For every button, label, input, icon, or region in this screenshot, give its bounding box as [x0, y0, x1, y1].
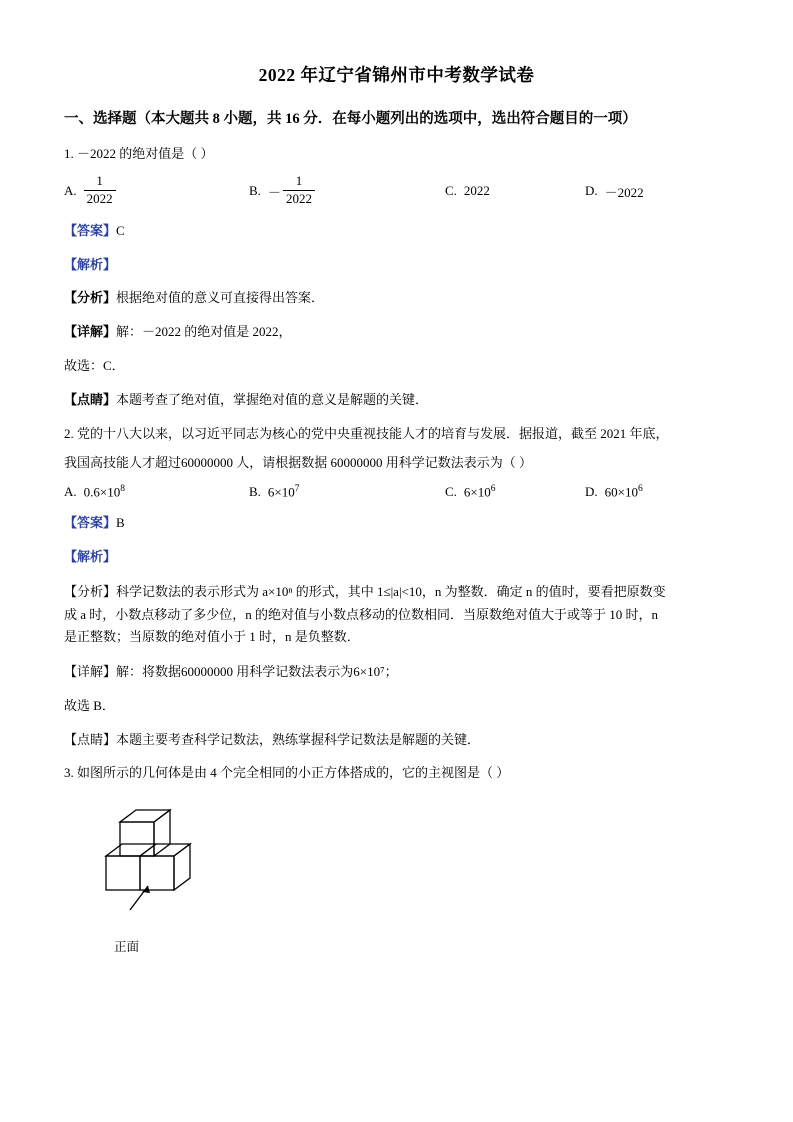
option-a-numerator: 1: [96, 172, 103, 188]
option-d-label: D.: [585, 483, 598, 499]
mantissa: 6: [267, 484, 275, 500]
question-1-analysis-tag: [64, 255, 729, 276]
option-c-text: 2022: [463, 183, 490, 199]
analysis-label: 【分析】: [64, 290, 117, 306]
option-d-label: D.: [585, 183, 598, 199]
question-1-analysis-line: [64, 288, 729, 309]
option-b-label: B.: [249, 183, 261, 199]
analysis-line-2: 成 a 时，小数点移动了多少位，n 的绝对值与小数点移动的位数相同．当原数绝对值大于或等于 10 时，n: [64, 606, 659, 622]
exponent: 6: [637, 483, 643, 494]
detail-text: 解：－2022 的绝对值是 2022，: [116, 324, 292, 340]
question-2-summary-line: 【点睛】本题主要考查科学记数法，熟练掌握科学记数法是解题的关键．: [64, 731, 481, 747]
question-2-select-line: 故选 B．: [64, 697, 115, 713]
option-a-denominator: 2022: [86, 190, 113, 206]
answer-tag: 【答案】: [64, 515, 117, 531]
exponent: 6: [490, 483, 496, 494]
question-1-detail-line: [64, 322, 729, 343]
option-b-numerator: 1: [295, 172, 303, 188]
page-title: 2022 年辽宁省锦州市中考数学试卷: [258, 65, 535, 85]
option-c-label: C.: [445, 183, 457, 199]
option-b[interactable]: [249, 172, 445, 208]
option-c[interactable]: [445, 175, 585, 208]
question-1-answer: [64, 221, 729, 242]
option-c-value: [464, 484, 496, 500]
question-1-select-line: [64, 356, 729, 377]
mantissa: 6: [463, 484, 471, 500]
times-ten: ×10: [617, 484, 638, 500]
question-2-options: [64, 484, 729, 500]
option-b-sign: －: [267, 184, 281, 200]
question-2-analysis-tag: [64, 547, 729, 568]
answer-value: B: [116, 515, 125, 531]
option-b-label: B.: [249, 483, 261, 499]
option-d-value: [605, 484, 643, 500]
option-a-fraction: [84, 174, 116, 207]
question-2-analysis-body: [64, 581, 729, 649]
option-a-value: [84, 484, 125, 500]
option-b-denominator: 2022: [285, 190, 312, 206]
exponent: 8: [120, 483, 125, 494]
question-2-text-2: 我国高技能人才超过60000000 人，请根据数据 60000000 用科学记数法表示为（ ）: [64, 454, 533, 470]
mantissa: 60: [604, 484, 618, 500]
analysis-text: 根据绝对值的意义可直接得出答案．: [116, 290, 325, 306]
question-3-text: 如图所示的几何体是由 4 个完全相同的小正方体搭成的，它的主视图是（ ）: [77, 765, 510, 781]
analysis-line-3: 是正整数；当原数的绝对值小于 1 时，n 是负整数．: [64, 629, 360, 645]
option-c[interactable]: [445, 484, 585, 500]
analysis-line-1: 【分析】科学记数法的表示形式为 a×10ⁿ 的形式，其中 1≤|a|<10，n 为整数．确定 n 的值时，要看把原数变: [64, 583, 666, 599]
times-ten: ×10: [274, 484, 295, 500]
question-1-stem: [64, 144, 729, 164]
question-3-figure: [92, 800, 242, 955]
times-ten: ×10: [470, 484, 491, 500]
option-a[interactable]: [64, 484, 249, 500]
question-1-number: 1.: [64, 145, 74, 161]
exponent: 7: [294, 483, 300, 494]
detail-label: 【详解】: [64, 324, 117, 340]
option-d[interactable]: [585, 175, 725, 208]
question-1-text: －2022 的绝对值是（ ）: [77, 145, 214, 161]
question-1-summary-line: [64, 390, 729, 411]
option-b-value: [268, 484, 300, 500]
question-2-detail-line: 【详解】解：将数据60000000 用科学记数法表示为6×10⁷；: [64, 664, 398, 679]
question-1-options: [64, 172, 729, 208]
section-heading: 一、选择题（本大题共 8 小题，共 16 分．在每小题列出的选项中，选出符合题目的一项）: [64, 111, 637, 127]
analysis-tag: 【解析】: [64, 548, 117, 564]
option-b-fraction: [283, 174, 315, 207]
question-2-stem-line2: [64, 453, 729, 473]
option-a-label: A.: [64, 183, 77, 199]
question-2-text-1: 党的十八大以来，以习近平同志为核心的党中央重视技能人才的培育与发展．据报道，截至 2021 年底，: [77, 425, 669, 441]
times-ten: ×10: [99, 484, 121, 500]
summary-text: 本题考查了绝对值，掌握绝对值的意义是解题的关键．: [116, 391, 429, 407]
question-2-number: 2.: [64, 425, 74, 441]
option-d[interactable]: [585, 484, 725, 500]
question-2-answer: [64, 513, 729, 534]
question-3-number: 3.: [64, 765, 74, 781]
analysis-tag: 【解析】: [64, 256, 117, 272]
option-c-label: C.: [445, 483, 457, 499]
figure-caption: 正面: [114, 939, 140, 954]
option-d-text: －2022: [604, 184, 644, 200]
cubes-figure-icon: [92, 800, 242, 930]
select-text: 故选：C．: [64, 357, 125, 373]
answer-value: C: [116, 222, 125, 238]
question-3-stem: [64, 763, 729, 783]
question-2-stem-line1: [64, 424, 729, 444]
option-b[interactable]: [249, 484, 445, 500]
option-a[interactable]: [64, 172, 249, 208]
option-a-label: A.: [64, 483, 77, 499]
mantissa: 0.6: [83, 484, 100, 500]
answer-tag: 【答案】: [64, 222, 117, 238]
summary-label: 【点睛】: [64, 391, 117, 407]
